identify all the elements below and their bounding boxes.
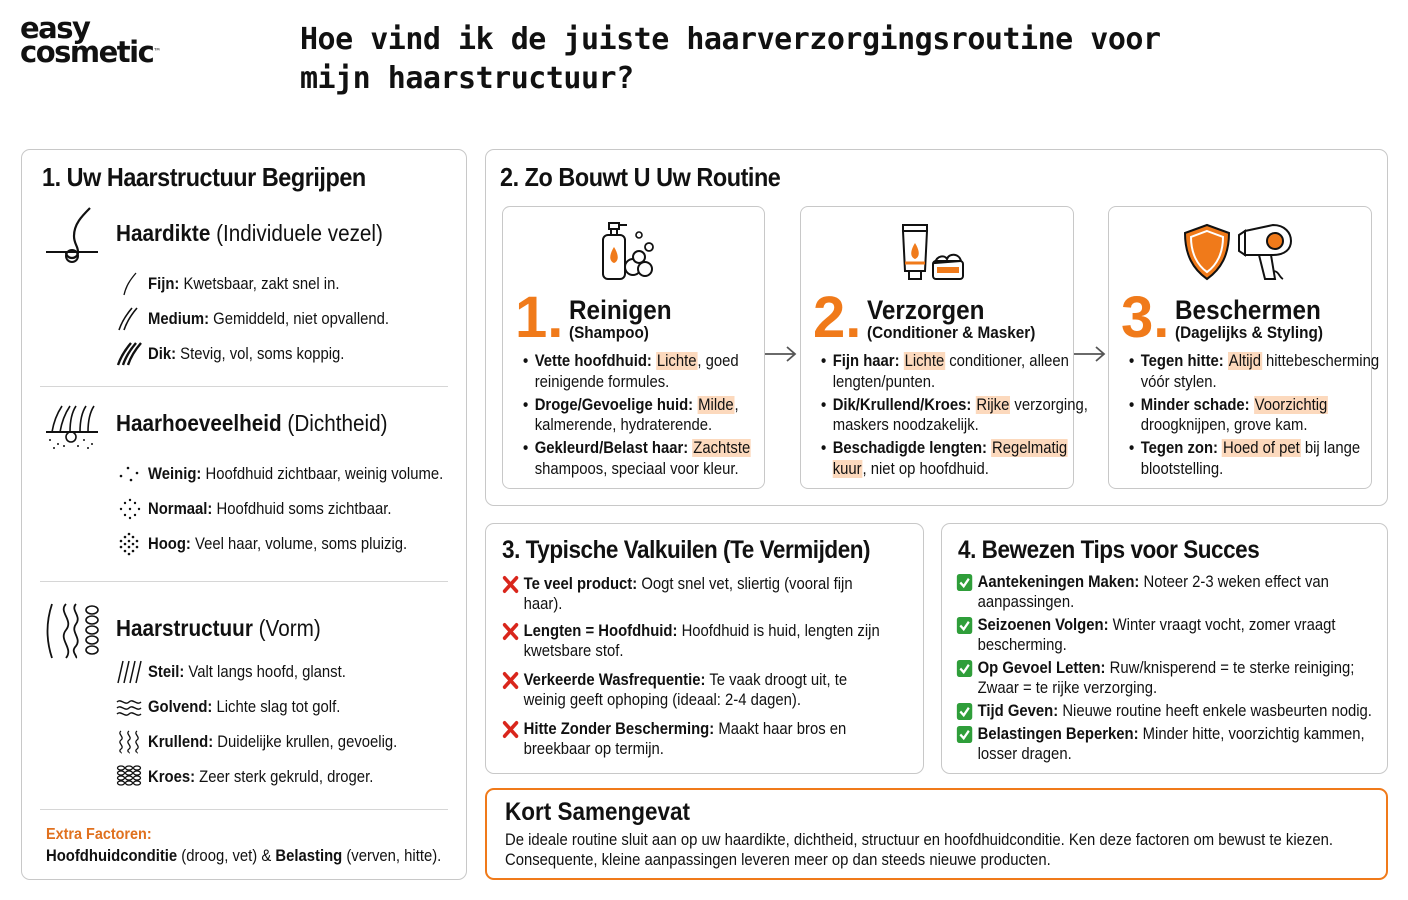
list-item: • Droge/Gevoelige huid: Milde, kalmerende, hydraterende. — [523, 395, 793, 436]
list-item: • Tegen zon: Hoed of pet bij lange blootstelling. — [1129, 438, 1399, 479]
list-item: Op Gevoel Letten: Ruw/knisperend = te sterke reiniging; Zwaar = te rijke verzorging. — [956, 658, 1379, 698]
routine-step-1 — [502, 206, 765, 489]
list-item: • Dik/Krullend/Kroes: Rijke verzorging, maskers noodzakelijk. — [821, 395, 1091, 436]
logo-line-2: cosmetic™ — [20, 35, 162, 69]
red-cross-icon — [502, 622, 519, 641]
list-item: Normaal: Hoofdhuid soms zichtbaar. — [116, 497, 419, 521]
step-bullets — [523, 351, 823, 482]
list-item: • Minder schade: Voorzichtig droogknijpen, grove kam. — [1129, 395, 1399, 436]
routine-panel — [485, 149, 1388, 506]
list-item: Hoog: Veel haar, volume, soms pluizig. — [116, 532, 436, 556]
divider — [40, 809, 448, 810]
routine-step-3 — [1108, 206, 1380, 489]
scalp-density-icon — [44, 402, 100, 452]
list-item: Medium: Gemiddeld, niet opvallend. — [116, 307, 416, 331]
list-item: Dik: Stevig, vol, soms koppig. — [116, 342, 366, 366]
step-subtitle: (Shampoo) — [569, 323, 649, 342]
hair-structure-panel — [21, 149, 467, 880]
list-item: Golvend: Lichte slag tot golf. — [116, 695, 362, 719]
arrow-right-icon — [763, 344, 799, 364]
summary-title: Kort Samengevat — [505, 798, 691, 826]
list-item: Steil: Valt langs hoofd, glanst. — [116, 660, 368, 684]
conditioner-tube-icon — [899, 221, 969, 283]
coily-lines-icon — [116, 765, 142, 789]
list-item: • Tegen hitte: Altijd hittebescherming vóór stylen. — [1129, 351, 1399, 392]
section-title-shape: Haarstructuur (Vorm) — [116, 615, 321, 641]
hair-shapes-icon — [44, 602, 104, 660]
dense-dots-icon — [116, 532, 142, 556]
pitfalls-panel — [485, 523, 924, 774]
shield-hairdryer-icon — [1181, 221, 1293, 283]
green-check-icon — [956, 573, 973, 592]
page-title: Hoe vind ik de juiste haarverzorgingsroutine voor mijn haarstructuur? — [300, 22, 1161, 96]
list-item: Krullend: Duidelijke krullen, gevoelig. — [116, 730, 425, 754]
list-item: • Gekleurd/Belast haar: Zachtste shampoos, speciaal voor kleur. — [523, 438, 793, 479]
wavy-lines-icon — [116, 695, 142, 719]
panel-heading: 1. Uw Haarstructuur Begrijpen — [42, 162, 366, 192]
list-item: • Beschadigde lengten: Regelmatig kuur, niet op hoofdhuid. — [821, 438, 1091, 479]
list-item: Tijd Geven: Nieuwe routine heeft enkele wasbeurten nodig. — [956, 701, 1379, 721]
red-cross-icon — [502, 720, 519, 739]
extra-factors-label: Extra Factoren: — [46, 826, 152, 843]
red-cross-icon — [502, 575, 519, 594]
list-item: Lengten = Hoofdhuid: Hoofdhuid is huid, lengten zijn kwetsbare stof. — [502, 621, 880, 661]
list-item: Aantekeningen Maken: Noteer 2-3 weken effect van aanpassingen. — [956, 572, 1379, 612]
panel-heading: 4. Bewezen Tips voor Succes — [958, 536, 1260, 564]
thick-strand-icon — [116, 342, 142, 366]
divider — [40, 581, 448, 582]
straight-lines-icon — [116, 660, 142, 684]
list-item: • Vette hoofdhuid: Lichte, goed reinigende formules. — [523, 351, 793, 392]
tips-panel — [941, 523, 1388, 774]
list-item: Belastingen Beperken: Minder hitte, voorzichtig kammen, losser dragen. — [956, 724, 1379, 764]
step-title: Beschermen — [1175, 295, 1321, 325]
list-item: Weinig: Hoofdhuid zichtbaar, weinig volume. — [116, 462, 476, 486]
step-title: Reinigen — [569, 295, 672, 325]
tips-list — [956, 572, 1408, 764]
list-item: Kroes: Zeer sterk gekruld, droger. — [116, 765, 398, 789]
list-item: Hitte Zonder Bescherming: Maakt haar bros en breekbaar op termijn. — [502, 719, 880, 759]
step-subtitle: (Dagelijks & Styling) — [1175, 323, 1323, 342]
list-item: Verkeerde Wasfrequentie: Te vaak droogt uit, te weinig geeft ophoping (ideaal: 2-4 dagen). — [502, 670, 880, 710]
step-bullets — [1129, 351, 1408, 482]
step-bullets — [821, 351, 1121, 482]
logo-line-1: easy — [20, 11, 90, 45]
panel-heading: 2. Zo Bouwt U Uw Routine — [500, 162, 781, 192]
panel-heading: 3. Typische Valkuilen (Te Vermijden) — [502, 536, 871, 564]
divider — [40, 386, 448, 387]
summary-text: De ideale routine sluit aan op uw haardikte, dichtheid, structuur en hoofdhuidconditie. Ken deze factoren om bewust te kiezen. Consequente, kleine aanpassingen leveren meer op dan steeds nieuwe producten. — [505, 831, 1333, 869]
green-check-icon — [956, 725, 973, 744]
curly-lines-icon — [116, 730, 142, 754]
summary-panel — [485, 788, 1388, 880]
shampoo-bottle-icon — [595, 221, 657, 283]
pitfalls-list — [502, 574, 922, 759]
sparse-dots-icon — [116, 462, 142, 486]
section-title-density: Haarhoeveelheid (Dichtheid) — [116, 410, 388, 436]
fine-strand-icon — [116, 272, 142, 296]
list-item: Fijn: Kwetsbaar, zakt snel in. — [116, 272, 361, 296]
step-title: Verzorgen — [867, 295, 985, 325]
routine-step-2 — [800, 206, 1088, 489]
list-item: Seizoenen Volgen: Winter vraagt vocht, zomer vraagt bescherming. — [956, 615, 1379, 655]
green-check-icon — [956, 616, 973, 635]
step-subtitle: (Conditioner & Masker) — [867, 323, 1036, 342]
hair-strand-icon — [44, 206, 100, 272]
medium-strand-icon — [116, 307, 142, 331]
step-number: 2. — [813, 285, 862, 350]
red-cross-icon — [502, 671, 519, 690]
list-item: • Fijn haar: Lichte conditioner, alleen lengten/punten. — [821, 351, 1091, 392]
green-check-icon — [956, 702, 973, 721]
step-number: 3. — [1121, 285, 1170, 350]
medium-dots-icon — [116, 497, 142, 521]
list-item: Te veel product: Oogt snel vet, sliertig (vooral fijn haar). — [502, 574, 880, 614]
arrow-right-icon — [1072, 344, 1108, 364]
extra-factors-text: Hoofdhuidconditie (droog, vet) & Belasting (verven, hitte). — [46, 847, 442, 865]
brand-logo — [20, 11, 180, 70]
section-title-thickness: Haardikte (Individuele vezel) — [116, 220, 383, 246]
green-check-icon — [956, 659, 973, 678]
step-number: 1. — [515, 285, 564, 350]
